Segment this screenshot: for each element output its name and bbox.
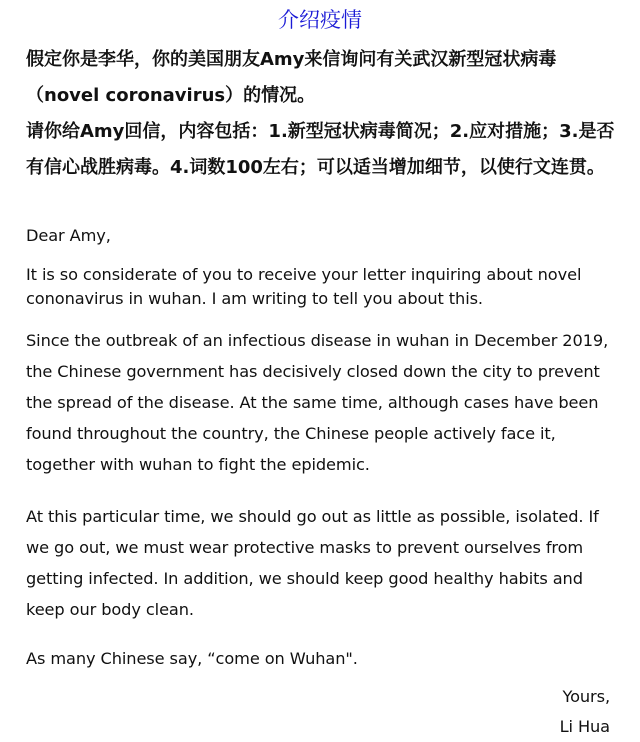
letter-body xyxy=(26,224,618,742)
page-title: 介绍疫情 xyxy=(278,8,362,32)
letter-closing: Yours, xyxy=(562,687,610,706)
letter-signature: Li Hua xyxy=(559,717,610,736)
letter-greeting: Dear Amy, xyxy=(26,226,111,245)
letter-paragraph-2: Since the outbreak of an infectious disease in wuhan in December 2019, the Chinese government has decisively closed down the city to prevent the spread of the disease. At the same time, although cases have been found throughout the country, the Chinese people actively face it, together with wuhan to fight the epidemic. xyxy=(26,331,609,474)
prompt-line-2: 请你给Amy回信，内容包括：1.新型冠状病毒简况；2.应对措施；3.是否有信心战胜病毒。4.词数100左右；可以适当增加细节，以使行文连贯。 xyxy=(26,121,615,178)
writing-prompt xyxy=(26,42,618,186)
prompt-line-1: 假定你是李华，你的美国朋友Amy来信询问有关武汉新型冠状病毒（novel coronavirus）的情况。 xyxy=(26,49,557,106)
letter-paragraph-3: At this particular time, we should go out as little as possible, isolated. If we go out, we must wear protective masks to prevent ourselves from getting infected. In addition, we should keep good healthy habits and keep our body clean. xyxy=(26,507,599,619)
letter-paragraph-4: As many Chinese say, “come on Wuhan". xyxy=(26,649,358,668)
letter-paragraph-1: It is so considerate of you to receive your letter inquiring about novel cononavirus in wuhan. I am writing to tell you about this. xyxy=(26,265,582,308)
